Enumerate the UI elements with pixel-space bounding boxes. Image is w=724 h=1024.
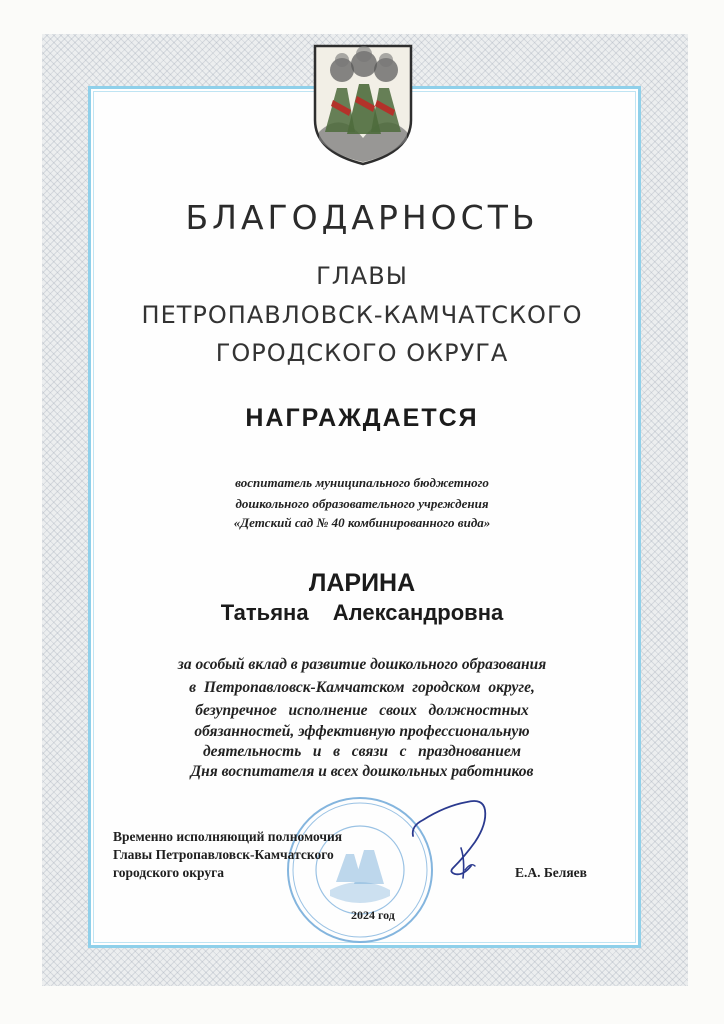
merit-line-2: в Петропавловск-Камчатском городском округе, (189, 679, 535, 696)
subtitle-line-2: ПЕТРОПАВЛОВСК-КАМЧАТСКОГО (141, 301, 583, 329)
signatory-title-line-2: Главы Петропавловск-Камчатского (113, 847, 334, 862)
position-line-1: воспитатель муниципального бюджетного (235, 475, 489, 490)
awarded-heading: НАГРАЖДАЕТСЯ (245, 404, 479, 432)
recipient-name: Татьяна Александровна (220, 600, 504, 625)
subtitle-line-3: ГОРОДСКОГО ОКРУГА (215, 339, 509, 367)
recipient-surname: ЛАРИНА (308, 569, 416, 597)
city-emblem-icon (311, 40, 415, 168)
position-line-3: «Детский сад № 40 комбинированного вида» (233, 515, 491, 530)
signer-name: Е.А. Беляев (515, 865, 587, 880)
document-title: БЛАГОДАРНОСТЬ (185, 198, 539, 237)
signature-icon (405, 790, 515, 890)
document-year: 2024 год (351, 908, 395, 922)
position-line-2: дошкольного образовательного учреждения (235, 496, 489, 511)
subtitle-line-1: ГЛАВЫ (316, 262, 408, 290)
merit-line-5: деятельность и в связи с празднованием (202, 743, 522, 760)
signatory-title-line-3: городского округа (113, 865, 224, 880)
merit-line-6: Дня воспитателя и всех дошкольных работников (190, 763, 534, 780)
merit-line-3: безупречное исполнение своих должностных (195, 702, 529, 719)
merit-line-4: обязанностей, эффективную профессиональную (194, 723, 530, 740)
signatory-title-line-1: Временно исполняющий полномочия (113, 829, 343, 844)
merit-line-1: за особый вклад в развитие дошкольного образования (177, 656, 547, 673)
